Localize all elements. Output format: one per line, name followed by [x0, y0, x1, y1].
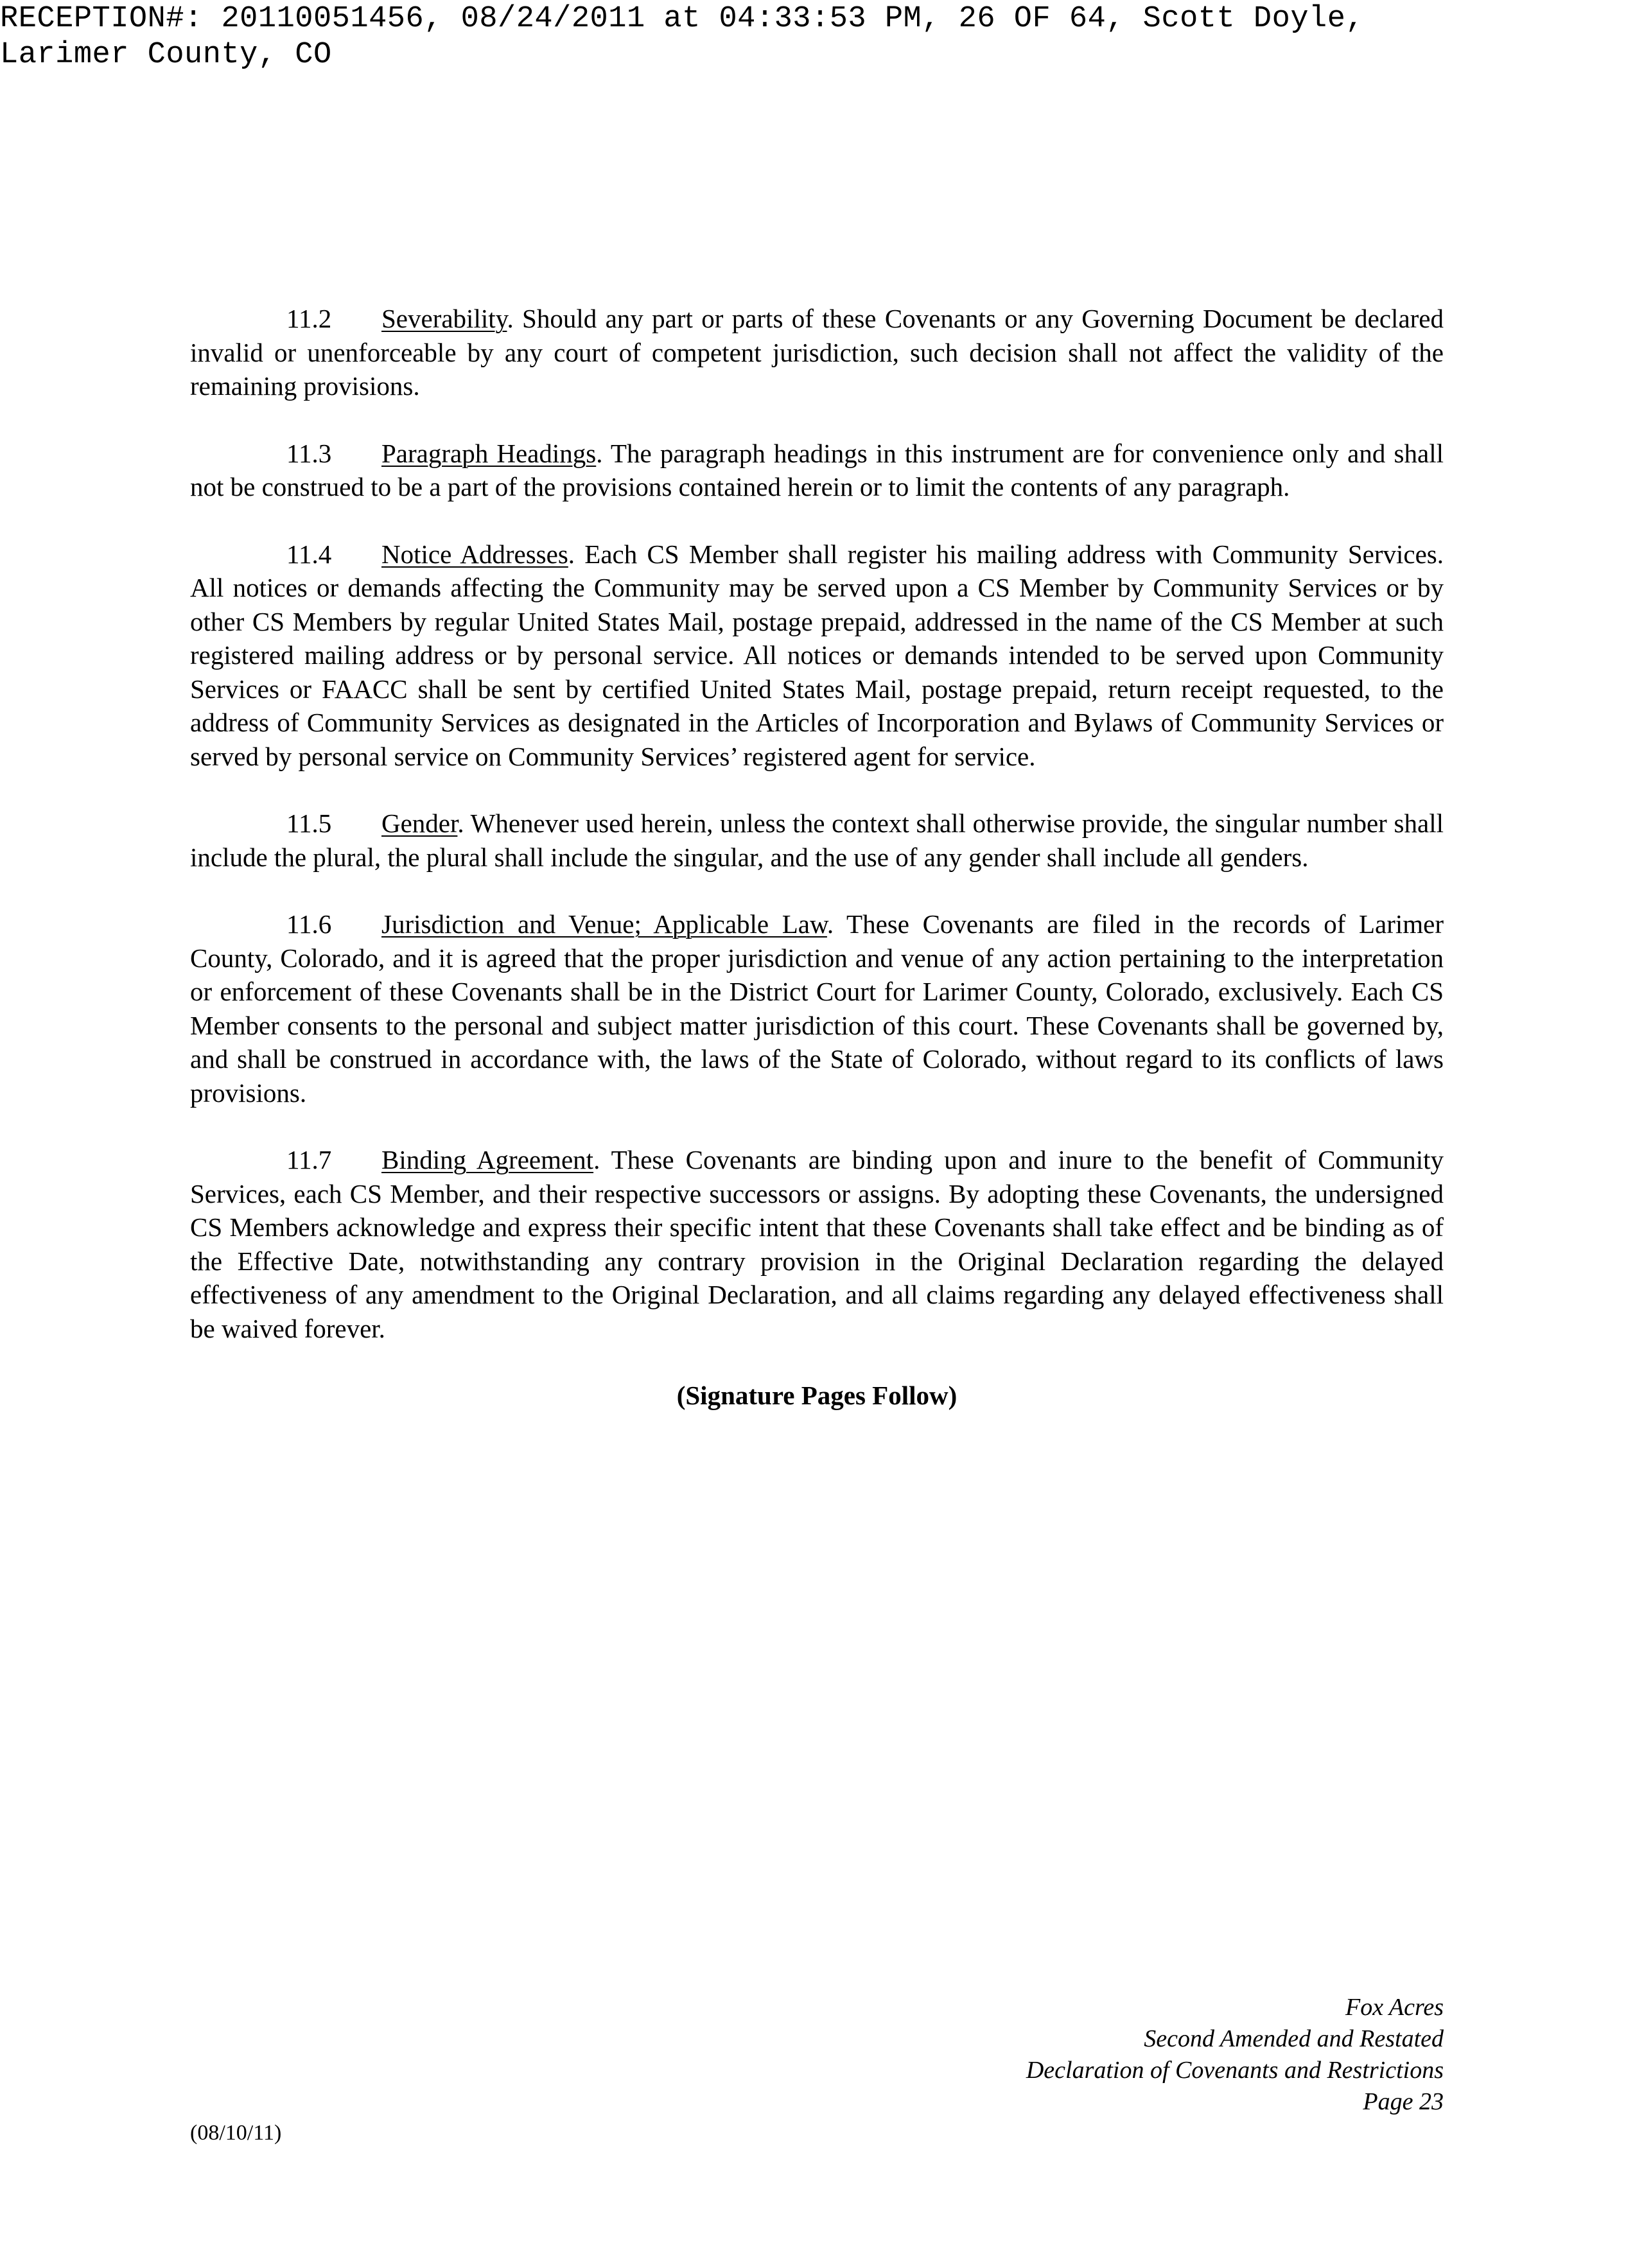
footer-title-line-1: Fox Acres	[1345, 1994, 1444, 2021]
section-text: . Whenever used herein, unless the context shall otherwise provide, the singular number shall include the plural, the plural shall include the singular, and the use of any gender shall include all genders.	[190, 808, 1444, 872]
section-text: . The paragraph headings in this instrument are for convenience only and shall not be construed to be a part of the provisions contained herein or to limit the contents of any paragraph.	[190, 438, 1444, 502]
section-text: . Each CS Member shall register his mailing address with Community Services. All notices or demands affecting the Community may be served upon a CS Member by Community Services or by other CS Members by regular United States Mail, postage prepaid, addressed in the name of the CS Member at such registered mailing address or by personal service. All notices or demands intended to be served upon Community Services or FAACC shall be sent by certified United States Mail, postage prepaid, return receipt requested, to the address of Community Services as designated in the Articles of Incorporation and Bylaws of Community Services or served by personal service on Community Services’ registered agent for service.	[190, 539, 1444, 771]
footer-title-line-3: Declaration of Covenants and Restrictions	[1026, 2057, 1444, 2084]
section-heading: Gender	[381, 808, 458, 838]
section-11-2	[190, 302, 1444, 403]
section-text: . These Covenants are binding upon and inure to the benefit of Community Services, each CS Member, and their respective successors or assigns. By adopting these Covenants, the undersigned CS Members acknowledge and express their specific intent that these Covenants shall take effect and be binding as of the Effective Date, notwithstanding any contrary provision in the Original Declaration regarding the delayed effectiveness of any amendment to the Original Declaration, and all claims regarding any delayed effectiveness shall be waived forever.	[190, 1145, 1444, 1343]
section-11-3	[190, 437, 1444, 504]
footer-title-line-2: Second Amended and Restated	[1144, 2025, 1444, 2052]
footer-document-title	[1026, 1992, 1444, 2118]
section-heading: Severability	[381, 304, 507, 333]
section-number: 11.6	[286, 909, 332, 939]
section-number: 11.4	[286, 539, 332, 569]
footer-date: (08/10/11)	[190, 2121, 282, 2145]
document-body	[190, 302, 1444, 1413]
section-number: 11.2	[286, 304, 332, 333]
section-11-5	[190, 807, 1444, 874]
section-11-4	[190, 537, 1444, 774]
reception-stamp-line-2: Larimer County, CO	[0, 38, 332, 72]
section-heading: Notice Addresses	[381, 539, 568, 569]
section-heading: Paragraph Headings	[381, 438, 597, 468]
footer-page-number: Page 23	[1363, 2088, 1444, 2115]
section-11-6	[190, 907, 1444, 1110]
section-text: . These Covenants are filed in the records of Larimer County, Colorado, and it is agreed that the proper jurisdiction and venue of any action pertaining to the interpretation or enforcement of these Covenants shall be in the District Court for Larimer County, Colorado, exclusively. Each CS Member consents to the personal and subject matter jurisdiction of this court. These Covenants shall be governed by, and shall be construed in accordance with, the laws of the State of Colorado, without regard to its conflicts of laws provisions.	[190, 909, 1444, 1108]
section-number: 11.7	[286, 1145, 332, 1174]
section-number: 11.3	[286, 438, 332, 468]
section-heading: Binding Agreement	[381, 1145, 594, 1174]
section-text: . Should any part or parts of these Covenants or any Governing Document be declared invalid or unenforceable by any court of competent jurisdiction, such decision shall not affect the validity of the remaining provisions.	[190, 304, 1444, 401]
signature-pages-notice: (Signature Pages Follow)	[676, 1381, 958, 1410]
section-heading: Jurisdiction and Venue; Applicable Law	[381, 909, 827, 939]
reception-stamp	[0, 1, 1631, 73]
section-11-7	[190, 1143, 1444, 1345]
section-number: 11.5	[286, 808, 332, 838]
reception-stamp-line-1: RECEPTION#: 20110051456, 08/24/2011 at 04:33:53 PM, 26 OF 64, Scott Doyle,	[0, 2, 1365, 36]
